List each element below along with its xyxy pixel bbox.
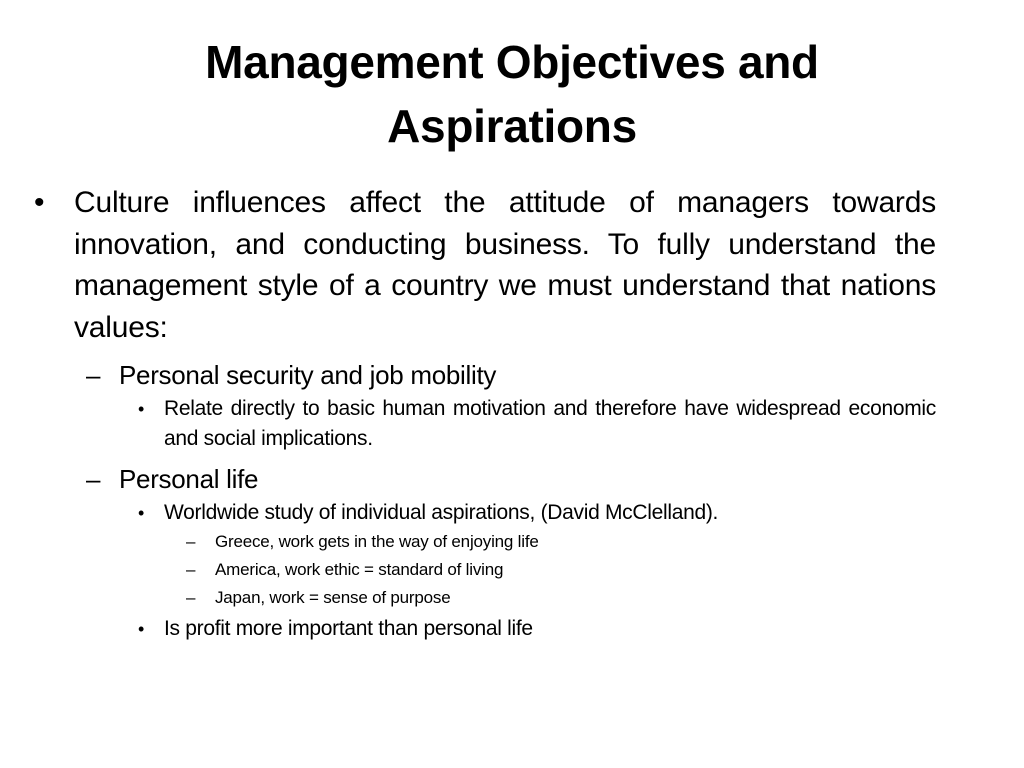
detail-item-text: Japan, work = sense of purpose [215, 588, 451, 607]
detail-item-japan [32, 584, 936, 612]
slide-body [32, 182, 936, 644]
sub-sub-item-text: Is profit more important than personal life [164, 617, 533, 640]
sub-item-personal-security [32, 358, 936, 392]
detail-item-text: Greece, work gets in the way of enjoying life [215, 532, 539, 551]
bullet-icon: • [138, 399, 145, 419]
sub-sub-item-worldwide-study [32, 498, 936, 528]
sub-sub-item-profit [32, 614, 936, 644]
dash-icon: – [86, 360, 101, 390]
bullet-item-culture-influences [32, 182, 936, 348]
sub-item-text: Personal life [119, 464, 259, 494]
sub-item-text: Personal security and job mobility [119, 360, 497, 390]
bullet-text: Culture influences affect the attitude of managers towards innovation, and conducting business. To fully understand the management style of a country we must understand that nations values: [74, 186, 936, 344]
detail-item-america [32, 556, 936, 584]
sub-item-personal-life [32, 462, 936, 496]
dash-icon: – [186, 560, 196, 579]
bullet-icon: • [138, 503, 145, 523]
detail-item-text: America, work ethic = standard of living [215, 560, 504, 579]
bullet-icon: • [34, 186, 45, 219]
bullet-icon: • [138, 619, 145, 639]
dash-icon: – [186, 532, 196, 551]
sub-sub-item-basic-motivation [32, 394, 936, 454]
sub-sub-item-text: Worldwide study of individual aspirations, (David McClelland). [164, 501, 719, 524]
detail-item-greece [32, 528, 936, 556]
dash-icon: – [186, 588, 196, 607]
slide-title: Management Objectives and Aspirations [205, 36, 819, 152]
sub-sub-item-text: Relate directly to basic human motivation and therefore have widespread economic and social implications. [164, 397, 936, 450]
dash-icon: – [86, 464, 101, 494]
